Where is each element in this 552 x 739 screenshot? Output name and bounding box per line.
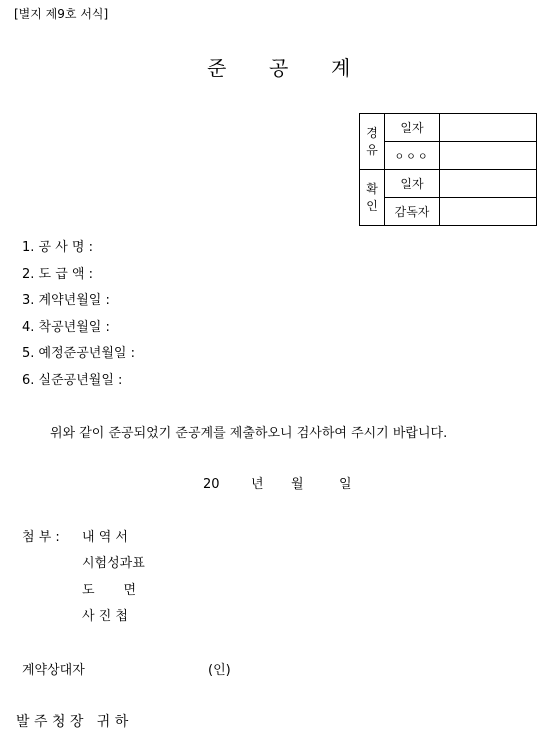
date-day: 일 — [339, 477, 352, 492]
title-char-3: 계 — [331, 56, 351, 80]
item-start-date: 4. 착공년월일 : — [22, 320, 110, 335]
document-title — [207, 52, 393, 81]
approval-label: 감독자 — [385, 198, 440, 226]
seal-mark: (인) — [208, 663, 231, 678]
contractor-label: 계약상대자 — [22, 663, 85, 678]
attachment-item: 도 면 — [82, 583, 137, 598]
attachment-item: 사 진 첩 — [82, 609, 128, 624]
approval-label: 일자 — [385, 114, 440, 142]
date-month: 월 — [291, 477, 304, 492]
approval-value-cell[interactable] — [440, 170, 537, 198]
approval-value-cell[interactable] — [440, 198, 537, 226]
approval-group-confirm: 확 인 — [360, 170, 385, 226]
attachment-item: 내 역 서 — [82, 530, 128, 545]
date-line — [203, 473, 352, 492]
item-actual-completion-date: 6. 실준공년월일 : — [22, 373, 123, 388]
item-project-name: 1. 공 사 명 : — [22, 240, 93, 255]
attachments-label: 첨 부 : — [22, 530, 60, 545]
title-char-2: 공 — [269, 56, 289, 80]
form-number: [별지 제9호 서식] — [14, 7, 109, 21]
item-contract-date: 3. 계약년월일 : — [22, 293, 110, 308]
statement-text: 위와 같이 준공되었기 준공계를 제출하오니 검사하여 주시기 바랍니다. — [50, 426, 448, 441]
title-char-1: 준 — [207, 56, 227, 80]
approval-value-cell[interactable] — [440, 114, 537, 142]
approval-group-via: 경 유 — [360, 114, 385, 170]
item-planned-completion-date: 5. 예정준공년월일 : — [22, 346, 135, 361]
approval-value-cell[interactable] — [440, 142, 537, 170]
date-year-prefix: 20 — [203, 477, 220, 492]
item-contract-amount: 2. 도 급 액 : — [22, 267, 93, 282]
attachment-item: 시험성과표 — [82, 556, 145, 571]
date-year: 년 — [251, 477, 264, 492]
approval-table — [359, 113, 537, 226]
addressee: 발 주 청 장 귀 하 — [16, 714, 129, 730]
approval-label: 일자 — [385, 170, 440, 198]
approval-label: ㅇㅇㅇ — [385, 142, 440, 170]
